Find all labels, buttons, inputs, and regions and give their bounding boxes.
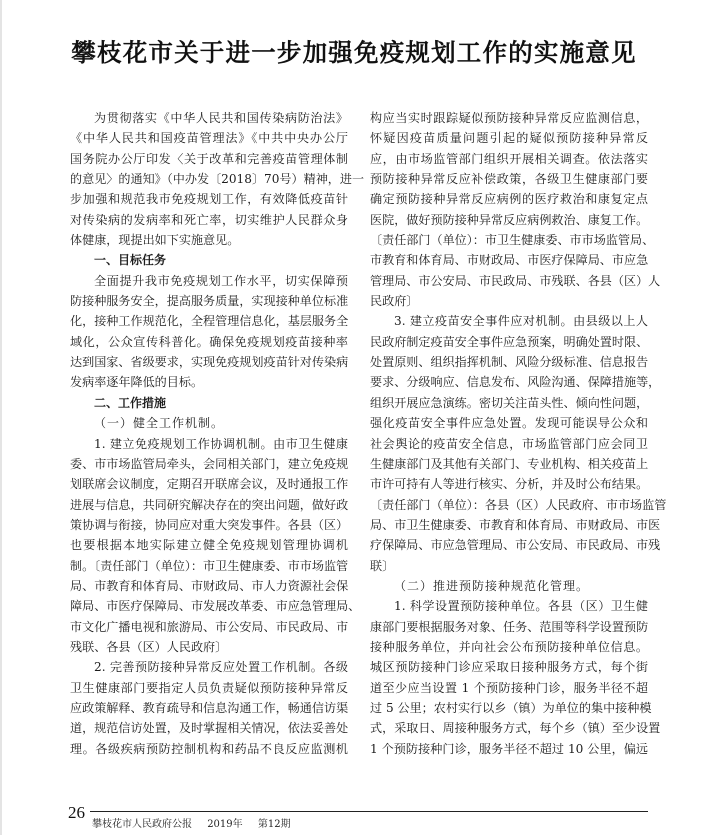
paragraph-end-line: 发病率逐年降低的目标。 (70, 375, 204, 390)
text-line: 进展与信息，共同研究解决存在的突出问题，做好政 (70, 497, 349, 512)
text-line: 处置原则、组织指挥机制、风险分级标准、信息报告 (370, 355, 649, 370)
text-line: 疗保障局、市应急管理局、市公安局、市民政局、市残 (370, 538, 661, 553)
page-edge (0, 0, 2, 835)
text-line: 式，采取日、周接种服务方式，每个乡（镇）至少设置 (370, 721, 661, 736)
footer-publication: 攀枝花市人民政府公报 (92, 819, 192, 830)
text-line: 卫生健康部门要指定人员负责疑似预防接种异常反 (70, 680, 348, 695)
text-line: 步加强和规范我市免疫规划工作，有效降低疫苗针 (70, 192, 348, 207)
text-line: 民政府制定疫苗安全事件应急预案，明确处置时限、 (370, 334, 649, 349)
text-line: 社会舆论的疫苗安全信息，市场监管部门应会同卫 (370, 436, 648, 451)
right-column (370, 108, 667, 759)
text-line: 〔责任部门（单位）：市卫生健康委、市市场监管局、 (370, 233, 655, 248)
subsection-heading: （一）健全工作机制。 (94, 416, 225, 431)
text-line: 对传染病的发病率和死亡率，切实维护人民群众身 (70, 212, 348, 227)
text-line: 确定预防接种异常反应病例的医疗救治和康复定点 (370, 192, 648, 207)
text-line: 策协调与衔接，协同应对重大突发事件。各县（区） (70, 517, 349, 532)
paragraph-end-line: 残联、各县（区）人民政府〕 (70, 639, 228, 654)
text-line: 怀疑因疫苗质量问题引起的疑似预防接种异常反 (370, 131, 648, 146)
text-line: 医院，做好预防接种异常反应病例救治、康复工作。 (370, 212, 649, 227)
text-line: 道至少应当设置 1 个预防接种门诊，服务半径不超 (370, 680, 648, 695)
text-line: 理。各级疾病预防控制机构和药品不良反应监测机 (70, 741, 348, 756)
text-line: 委、市市场监管局牵头，会同相关部门，建立免疫规 (70, 456, 349, 471)
footer-year: 2019年 (207, 819, 243, 830)
paragraph-start-line: 1. 科学设置预防接种单位。各县（区）卫生健 (394, 599, 648, 614)
text-line: 组织开展应急演练。密切关注苗头性、倾向性问题， (370, 395, 649, 410)
text-line: 预防接种异常反应补偿政策，各级卫生健康部门要 (370, 172, 648, 187)
section-heading: 二、工作措施 (94, 395, 167, 410)
paragraph-start-line: 为贯彻落实《中华人民共和国传染病防治法》 (94, 111, 348, 125)
text-line: 生健康部门及其他有关部门、专业机构、相关疫苗上 (370, 456, 649, 471)
subsection-heading: （二）推进预防接种规范化管理。 (394, 578, 590, 593)
text-line: 应政策解释、教育疏导和信息沟通工作，畅通信访渠 (70, 700, 349, 715)
paragraph-start-line: 1. 建立免疫规划工作协调机制。由市卫生健康 (94, 436, 348, 451)
section-heading: 一、目标任务 (94, 253, 167, 268)
text-line: 防接种服务安全，提高服务质量，实现接种单位标准 (70, 294, 349, 309)
text-line: 〔责任部门（单位）：各县（区）人民政府、市市场监管 (370, 497, 667, 512)
text-line: 局、市教育和体育局、市财政局、市人力资源社会保 (70, 578, 349, 593)
paragraph-start-line: 2. 完善预防接种异常反应处置工作机制。各级 (94, 660, 348, 675)
text-line: 市教育和体育局、市财政局、市医疗保障局、市应急 (370, 253, 649, 268)
text-line: 障局、市医疗保障局、市发展改革委、市应急管理局、 (70, 599, 361, 614)
left-column (70, 108, 365, 759)
text-line: 市文化广播电视和旅游局、市公安局、市民政局、市 (70, 619, 349, 634)
text-line: 要求、分级响应、信息发布、风险沟通、保障措施等， (370, 375, 661, 390)
footer-issue: 第12期 (257, 819, 291, 830)
footer-rule (90, 811, 648, 812)
text-line: 《中华人民共和国疫苗管理法》《中共中央办公厅 (70, 131, 348, 146)
text-line: 康部门要根据服务对象、任务、范围等科学设置预防 (370, 619, 649, 634)
text-line: 道，规范信访处置，及时掌握相关情况，依法妥善处 (70, 721, 349, 736)
paragraph-end-line: 联〕 (370, 558, 395, 573)
paragraph-start-line: 3. 建立疫苗安全事件应对机制。由县级以上人 (394, 314, 648, 329)
text-line: 过 5 公里；农村实行以乡（镇）为单位的集中接种模 (370, 700, 652, 715)
text-line: 划联席会议制度，定期召开联席会议，及时通报工作 (70, 477, 349, 492)
footer-publication-info (92, 815, 303, 830)
paragraph-start-line: 全面提升我市免疫规划工作水平，切实保障预 (94, 273, 348, 288)
text-line: 局、市卫生健康委、市教育和体育局、市财政局、市医 (370, 517, 661, 532)
text-line: 管理局、市公安局、市民政局、市残联、各县（区）人 (370, 273, 661, 288)
text-line: 国务院办公厅印发〈关于改革和完善疫苗管理体制 (70, 151, 348, 166)
text-line: 域化，公众宣传科普化。确保免疫规划疫苗接种率 (70, 334, 348, 349)
paragraph-end-line: 民政府〕 (370, 294, 419, 309)
document-title: 攀枝花市关于进一步加强免疫规划工作的实施意见 (71, 38, 637, 67)
page-number: 26 (68, 803, 85, 822)
text-line: 达到国家、省级要求，实现免疫规划疫苗针对传染病 (70, 355, 349, 370)
text-line: 的意见〉的通知》（中办发〔2018〕70号）精神，进一 (70, 172, 365, 187)
text-line: 接种服务单位，并向社会公布预防接种单位信息。 (370, 639, 648, 654)
text-line: 化，接种工作规范化，全程管理信息化，基层服务全 (70, 314, 349, 329)
text-line: 也要根据本地实际建立健全免疫规划管理协调机 (70, 538, 348, 553)
text-line: 1 个预防接种门诊，服务半径不超过 10 公里，偏远 (370, 741, 648, 756)
paragraph-end-line: 体健康，现提出如下实施意见。 (70, 233, 240, 248)
text-line: 市许可持有人等进行核实、分析，并及时公布结果。 (370, 477, 649, 492)
text-line: 应，由市场监管部门组织开展相关调查。依法落实 (370, 151, 648, 166)
text-line: 城区预防接种门诊应采取日接种服务方式，每个街 (370, 660, 648, 675)
text-line: 构应当实时跟踪疑似预防接种异常反应监测信息， (370, 111, 648, 125)
text-line: 制。〔责任部门（单位）：市卫生健康委、市市场监管 (70, 558, 349, 573)
text-line: 强化疫苗安全事件应急处置。发现可能误导公众和 (370, 416, 648, 431)
